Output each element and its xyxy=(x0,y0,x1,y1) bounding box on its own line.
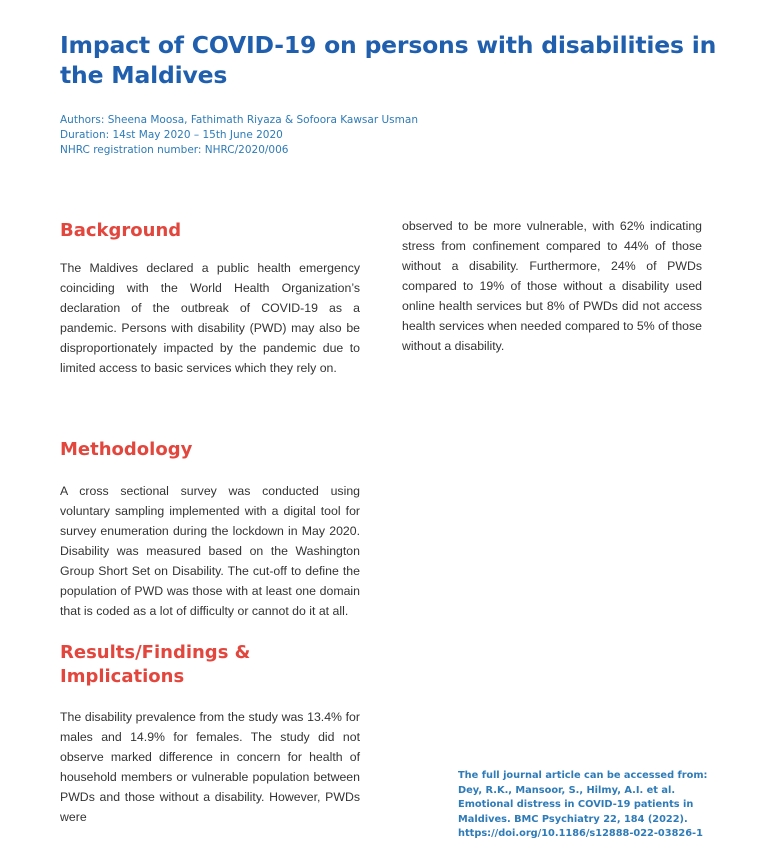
page-title: Impact of COVID-19 on persons with disabilities in the Maldives xyxy=(60,31,717,89)
authors-line: Authors: Sheena Moosa, Fathimath Riyaza & Sofoora Kawsar Usman xyxy=(60,114,418,126)
registration-line: NHRC registration number: NHRC/2020/006 xyxy=(60,144,289,156)
reference-note: The full journal article can be accessed from: Dey, R.K., Mansoor, S., Hilmy, A.I. et al. Emotional distress in COVID-19 patients in Maldives. BMC Psychiatry 22, 184 (2022). https://doi.org/10.1186/s12888-022-03826-1 xyxy=(458,770,708,839)
results-text-part1: The disability prevalence from the study was 13.4% for males and 14.9% for females. The study did not observe marked difference in concern for health of household members or vulnerable population between PWDs and those without a disability. However, PWDs were xyxy=(60,710,360,824)
duration-line: Duration: 14st May 2020 – 15th June 2020 xyxy=(60,129,283,141)
meta-block xyxy=(60,113,418,158)
results-heading: Results/Findings & Implications xyxy=(60,642,251,687)
background-heading: Background xyxy=(60,220,182,241)
background-text: The Maldives declared a public health emergency coinciding with the World Health Organization’s declaration of the outbreak of COVID-19 as a pandemic. Persons with disability (PWD) may also be disproportionately impacted by the pandemic due to limited access to basic services which they rely on. xyxy=(60,261,360,375)
methodology-text: A cross sectional survey was conducted using voluntary sampling implemented with a digital tool for survey enumeration during the lockdown in May 2020. Disability was measured based on the Washington Group Short Set on Disability. The cut-off to define the population of PWD was those with at least one domain that is coded as a lot of difficulty or cannot do it at all. xyxy=(60,484,360,618)
methodology-heading: Methodology xyxy=(60,439,193,460)
results-text-part2: observed to be more vulnerable, with 62% indicating stress from confinement compared to 44% of those without a disability. Furthermore, 24% of PWDs compared to 19% of those without a disability used online health services but 8% of PWDs did not access health services when needed compared to 5% of those without a disability. xyxy=(402,219,702,353)
